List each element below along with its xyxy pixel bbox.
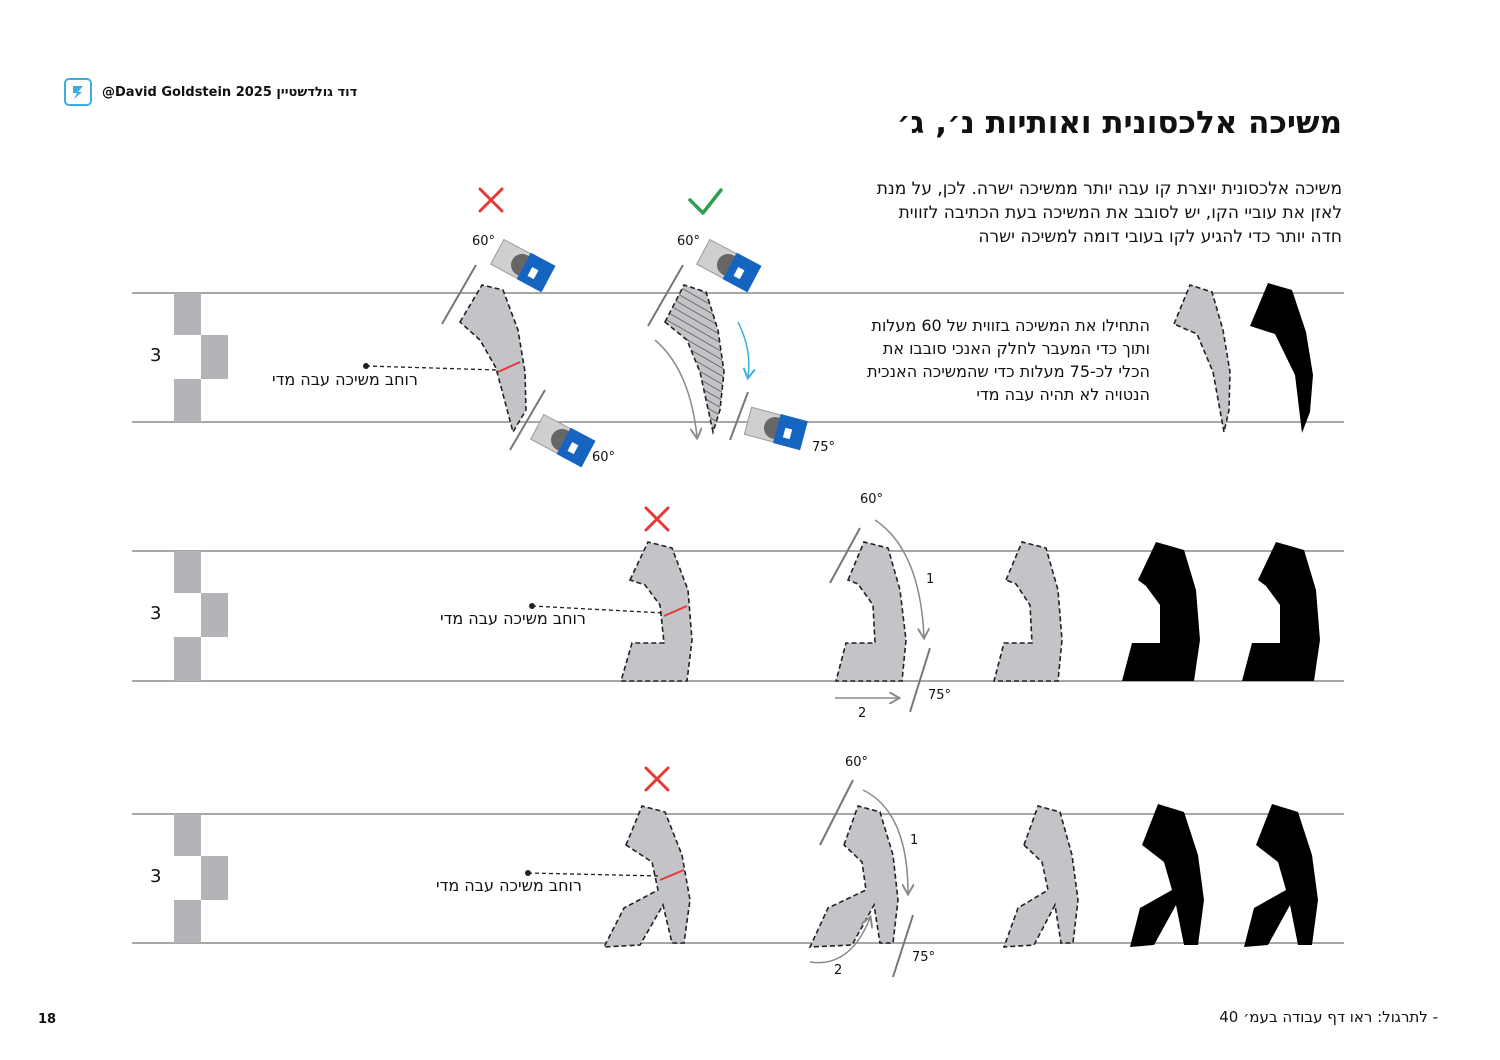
note-line: הכלי לכ-75 מעלות כדי שהמשיכה האנכית (867, 362, 1150, 381)
too-thick-label: רוחב משיכה עבה מדי (436, 876, 582, 895)
intro-line: משיכה אלכסונית יוצרת קו עבה יותר ממשיכה ישרה. לכן, על מנת (876, 179, 1342, 199)
nib-width-scale (174, 293, 228, 943)
calligraphy-pen-icon (696, 239, 761, 293)
wrong-vav-letter (460, 285, 526, 432)
angle-label: 60° (860, 492, 884, 507)
rotate-arrow (738, 322, 749, 377)
step-number: 2 (834, 963, 843, 978)
step-number: 1 (926, 572, 935, 587)
black-nun-sample (1242, 542, 1320, 681)
gray-gimel-sample (1004, 806, 1078, 947)
check-mark-icon (690, 190, 721, 213)
black-vav-sample (1250, 283, 1313, 433)
calligraphy-pen-icon (744, 406, 808, 450)
intro-line: לאזן את עוביי הקו, יש לסובב את המשיכה בעת הכתיבה לזווית (898, 203, 1342, 223)
gray-nun-sample (994, 542, 1062, 681)
black-gimel-sample (1130, 804, 1204, 947)
step-number: 1 (910, 833, 919, 848)
black-nun-sample (1122, 542, 1200, 681)
nib-width-label: 3 (150, 603, 162, 624)
nib-width-label: 3 (150, 866, 162, 887)
note-line: ותוך כדי המעבר לחלק האנכי סובבו את (882, 339, 1150, 358)
page-number: 18 (38, 1012, 57, 1027)
copyright-credit: @David Goldstein 2025 דוד גולדשטיין (102, 84, 358, 100)
note-line: הנטויה לא תהיה עבה מדי (976, 385, 1150, 404)
x-mark-icon (480, 189, 502, 211)
angle-label: 75° (912, 950, 936, 965)
step-number: 2 (858, 706, 867, 721)
gray-vav-sample (1174, 285, 1230, 432)
black-gimel-sample (1244, 804, 1318, 947)
angle-label: 75° (812, 440, 836, 455)
angle-label: 60° (845, 755, 869, 770)
stroke-demo-gimel-letter (810, 806, 898, 947)
wrong-gimel-letter (604, 806, 690, 947)
angle-label: 60° (677, 234, 701, 249)
angle-label: 60° (472, 234, 496, 249)
calligraphy-pen-icon (490, 239, 555, 293)
too-thick-label: רוחב משיכה עבה מדי (440, 609, 586, 628)
angle-label: 60° (592, 450, 616, 465)
nib-width-label: 3 (150, 345, 162, 366)
too-thick-label: רוחב משיכה עבה מדי (272, 370, 418, 389)
page-title: משיכה אלכסונית ואותיות נ׳, ג׳ (896, 105, 1342, 141)
angle-label: 75° (928, 688, 952, 703)
x-mark-icon (646, 768, 668, 790)
stroke-demo-nun-letter (836, 542, 906, 681)
note-line: התחילו את המשיכה בזווית של 60 מעלות (871, 316, 1150, 335)
x-mark-icon (646, 508, 668, 530)
intro-line: חדה יותר כדי להגיע לקו בעובי דומה למשיכה ישרה (978, 227, 1342, 247)
correct-vav-letter (665, 285, 724, 432)
practice-reference: - לתרגול: ראו דף עבודה בעמ׳ 40 (1219, 1008, 1438, 1026)
